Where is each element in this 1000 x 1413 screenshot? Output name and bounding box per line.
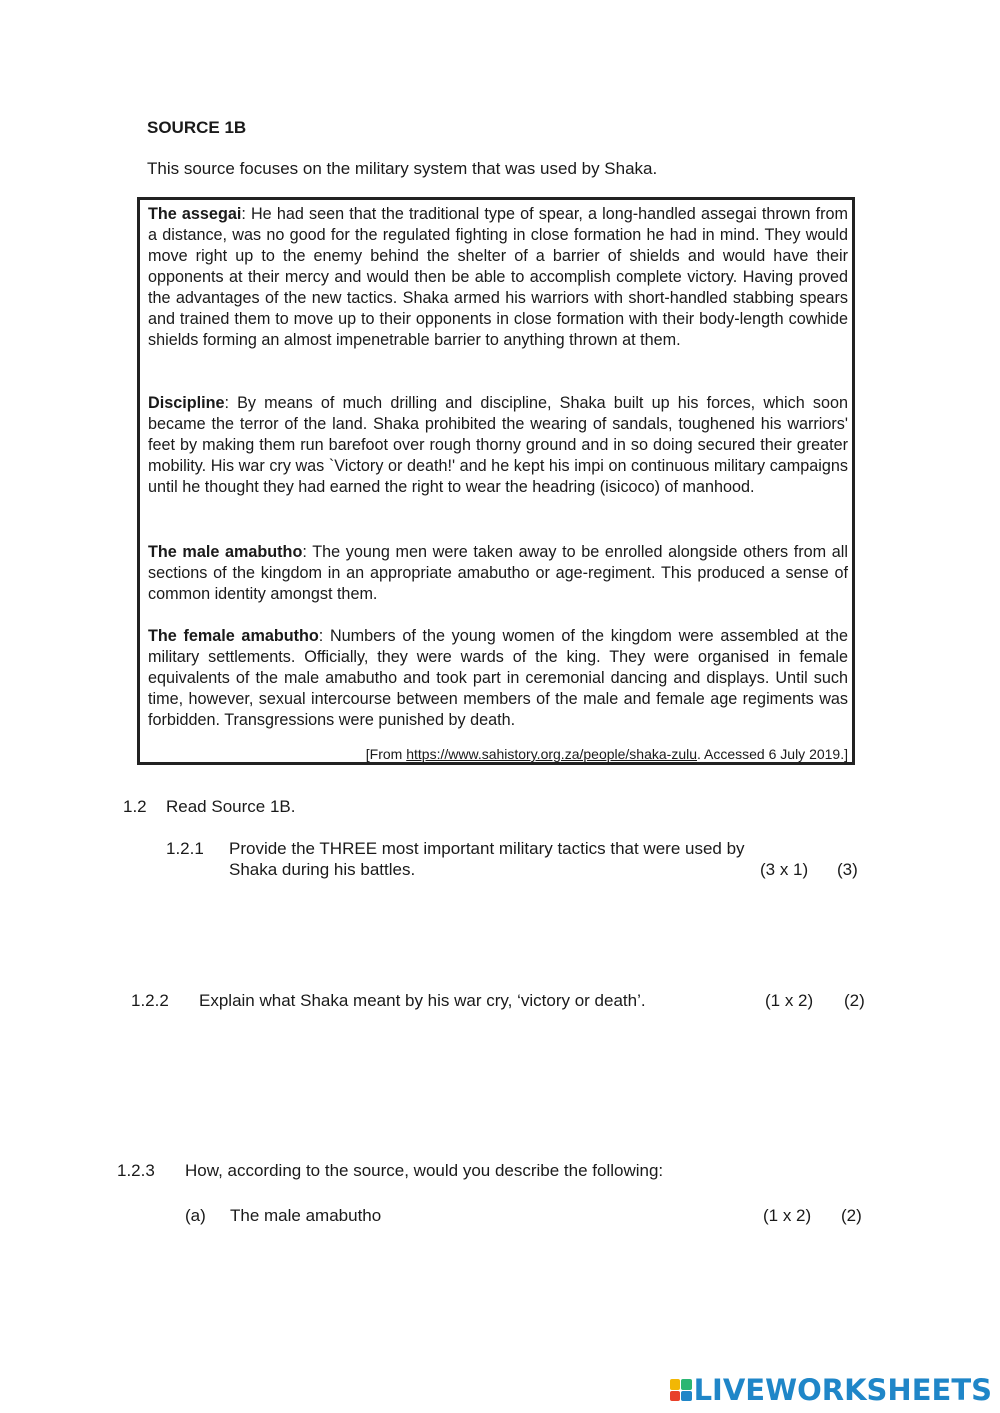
question-1-2-1-total-marks: (3) [837, 860, 858, 879]
paragraph-female-amabutho [148, 626, 848, 731]
question-1-2-3-a-mark-allocation: (1 x 2) [763, 1206, 812, 1225]
question-1-2-text: Read Source 1B. [166, 797, 296, 816]
logo-square [670, 1379, 681, 1390]
paragraph-text: : The young men were taken away to be enrolled alongside others from all sections of the kingdom in an appropriate amabutho or age-regiment. This produced a sense of common identity amongst them. [148, 543, 848, 603]
question-1-2-1-mark-allocation: (3 x 1) [760, 860, 809, 879]
paragraph-title: The male amabutho [148, 543, 303, 561]
logo-square [670, 1391, 681, 1402]
paragraph-title: The assegai [148, 205, 242, 223]
liveworksheets-logo [670, 1373, 992, 1407]
citation-suffix: . Accessed 6 July 2019.] [697, 746, 848, 762]
question-1-2-number: 1.2 [123, 797, 147, 816]
citation-link[interactable]: https://www.sahistory.org.za/people/shaka-zulu [406, 746, 698, 762]
question-1-2-3-a-text: The male amabutho [230, 1206, 382, 1225]
liveworksheets-logo-icon [670, 1379, 692, 1401]
question-1-2-1-number: 1.2.1 [166, 839, 204, 858]
liveworksheets-logo-text: LIVEWORKSHEETS [693, 1373, 992, 1407]
source-intro: This source focuses on the military system that was used by Shaka. [147, 159, 658, 178]
question-1-2-2-text: Explain what Shaka meant by his war cry, ‘victory or death’. [199, 991, 646, 1010]
paragraph-text: : By means of much drilling and discipline, Shaka built up his forces, which soon became the terror of the land. Shaka prohibited the wearing of sandals, toughened his warriors' feet by making them run barefoot over rough thorny ground and in so doing secured their greater mobility. His war cry was `Victory or death!' and he kept his impi on continuous military campaigns until he thought they had earned the right to wear the headring (isicoco) of manhood. [148, 394, 848, 496]
paragraph-discipline [148, 393, 848, 498]
paragraph-title: Discipline [148, 394, 225, 412]
question-1-2-3-a-total-marks: (2) [841, 1206, 862, 1225]
citation-prefix: [From [365, 746, 407, 762]
question-1-2-2-number: 1.2.2 [131, 991, 169, 1010]
question-1-2-1-text-line1: Provide the THREE most important military tactics that were used by [229, 839, 745, 858]
logo-square [681, 1391, 692, 1402]
paragraph-title: The female amabutho [148, 627, 319, 645]
logo-square [681, 1379, 692, 1390]
question-1-2-1-text-line2: Shaka during his battles. [229, 860, 416, 879]
paragraph-assegai [148, 204, 848, 351]
source-extract-box [137, 197, 855, 765]
question-1-2-3-text: How, according to the source, would you describe the following: [185, 1161, 664, 1180]
paragraph-text: : He had seen that the traditional type of spear, a long-handled assegai thrown from a distance, was no good for the regulated fighting in close formation he had in mind. They would move right up to the enemy behind the shelter of a barrier of shields and would have their opponents at their mercy and would then be able to accomplish complete victory. Having proved the advantages of the new tactics. Shaka armed his warriors with short-handled stabbing spears and trained them to move up to their opponents in close formation with their body-length cowhide shields forming an almost impenetrable barrier to anything thrown at them. [148, 205, 849, 349]
question-1-2-2-total-marks: (2) [844, 991, 865, 1010]
question-1-2-3-a-label: (a) [185, 1206, 206, 1225]
question-1-2-3-number: 1.2.3 [117, 1161, 155, 1180]
paragraph-male-amabutho [148, 542, 848, 605]
source-citation [366, 746, 848, 762]
question-1-2-2-mark-allocation: (1 x 2) [765, 991, 814, 1010]
paragraph-text: : Numbers of the young women of the kingdom were assembled at the military settlements. Officially, they were wards of the king. They were organised in female equivalents of the male amabutho and took part in ceremonial dancing and displays. Until such time, however, sexual intercourse between members of the male and female age regiments was forbidden. Transgressions were punished by death. [148, 627, 849, 729]
source-heading: SOURCE 1B [147, 118, 247, 137]
